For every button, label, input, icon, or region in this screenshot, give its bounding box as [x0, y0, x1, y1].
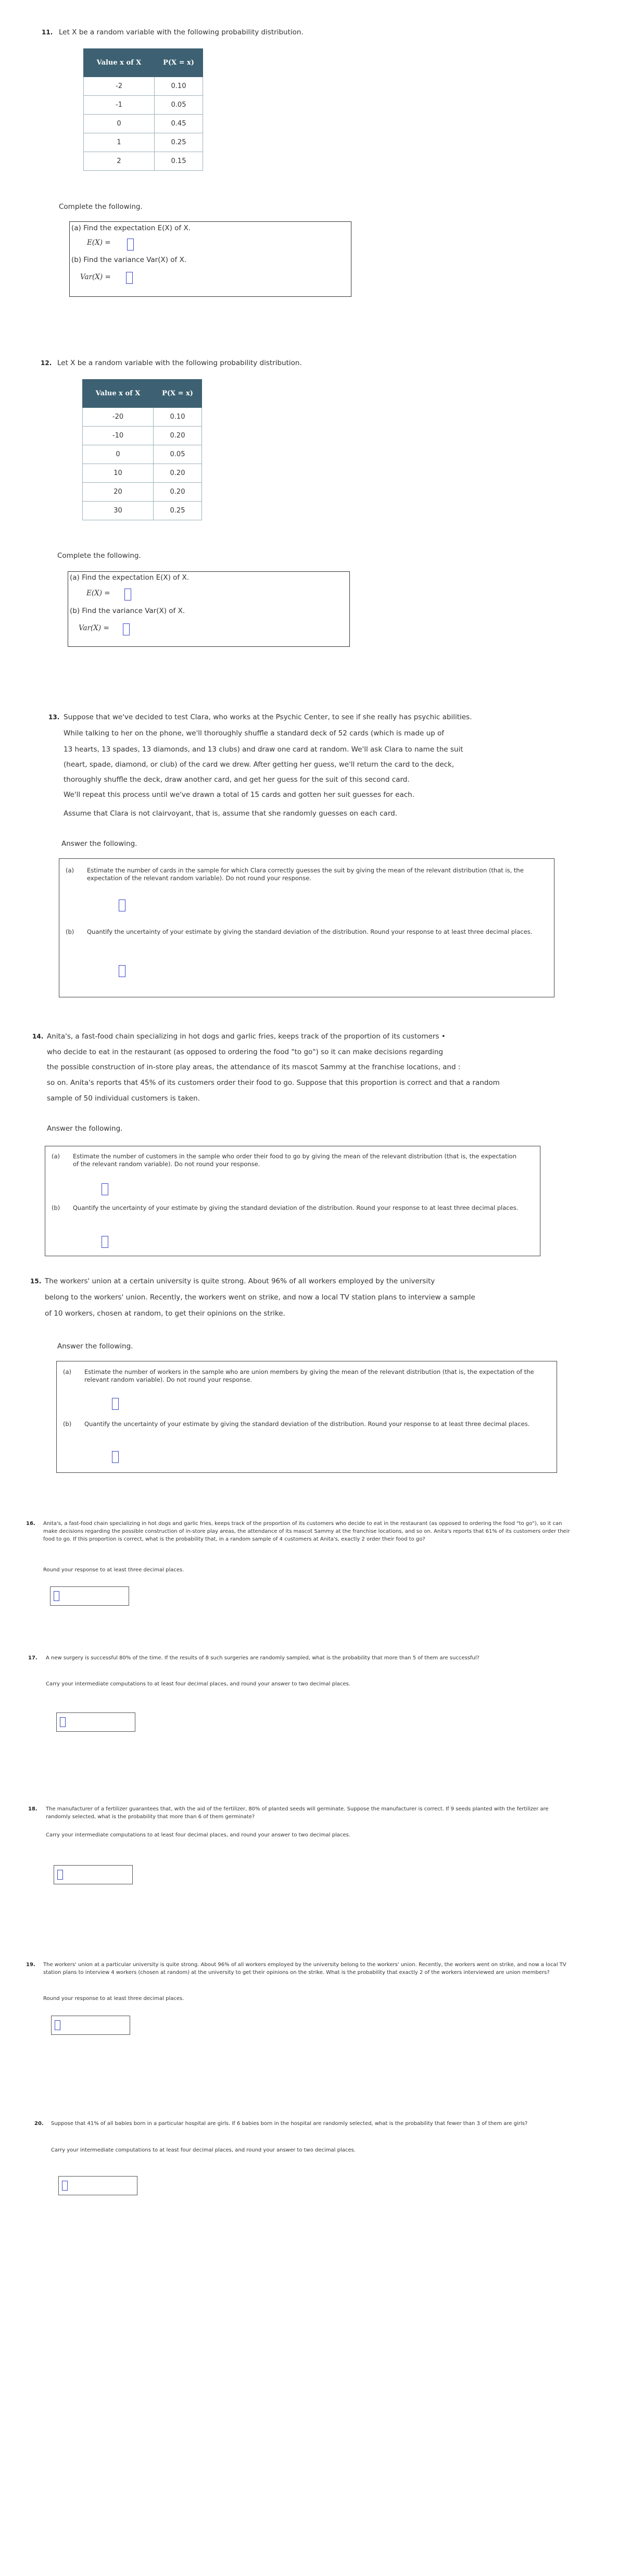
table-row	[83, 445, 202, 464]
q14-mean-input[interactable]	[102, 1183, 108, 1195]
table-cell: 1	[84, 133, 155, 152]
q13-line-6: We'll repeat this process until we've drawn a total of 15 cards and gotten her suit guesses for each.	[64, 791, 414, 799]
q11-var-label: Var(X) =	[80, 273, 111, 281]
q17-round: Carry your intermediate computations to at least four decimal places, and round your answer to two decimal places.	[46, 1681, 350, 1687]
q11-part-b: (b) Find the variance Var(X) of X.	[71, 256, 187, 264]
q20-number: 20.	[34, 2121, 44, 2127]
q14-line-5: sample of 50 individual customers is taken.	[47, 1094, 200, 1103]
q13-line-2: While talking to her on the phone, we'll thoroughly shuffle a standard deck of 52 cards (which is made up of	[64, 729, 445, 737]
q12-expectation-input[interactable]	[124, 589, 131, 601]
table-cell: 0.15	[155, 152, 203, 171]
table-cell: 30	[83, 502, 154, 520]
q15-line-2: belong to the workers' union. Recently, the workers went on strike, and now a local TV station plans to interview a sample	[45, 1293, 475, 1302]
q15-part-a: Estimate the number of workers in the sample who are union members by giving the mean of the relevant distribution (that is, the expectation of the relevant random variable). Do not round your response.	[84, 1368, 534, 1383]
q16-text: Anita's, a fast-food chain specializing in hot dogs and garlic fries, keeps track of the proportion of its customers who decide to eat in the restaurant (as opposed to ordering the food "to go"), so it can make decisions regarding the possible construction of in-store play areas, the attendance of its mascot Sammy at the franchise locations, and so on. Anita's reports that 61% of its customers order their food to go. If this proportion is correct, what is the probability that, in a random sample of 4 customers at Anita's, exactly 2 order their food to go?	[43, 1521, 570, 1542]
q13-answer: Answer the following.	[61, 840, 137, 848]
q15-part-a-label: (a)	[63, 1368, 72, 1375]
table-cell: 0.05	[155, 96, 203, 115]
q12-variance-input[interactable]	[123, 623, 130, 635]
q18-answer-input[interactable]	[54, 1865, 133, 1884]
q14-sd-input[interactable]	[102, 1236, 108, 1248]
q13-line-4: (heart, spade, diamond, or club) of the card we drew. After getting her guess, we'll return the card to the deck,	[64, 760, 455, 769]
q18-round: Carry your intermediate computations to at least four decimal places, and round your answer to two decimal places.	[46, 1832, 350, 1838]
q19-number: 19.	[26, 1962, 35, 1968]
q14-line-1: Anita's, a fast-food chain specializing in hot dogs and garlic fries, keeps track of the proportion of its customers •	[47, 1032, 446, 1041]
text-cursor	[55, 2020, 60, 2030]
q12-ex-label: E(X) =	[86, 589, 110, 597]
text-cursor	[62, 2181, 68, 2191]
q15-number: 15.	[30, 1278, 42, 1285]
q11-expectation-input[interactable]	[127, 239, 134, 251]
q19-text: The workers' union at a particular university is quite strong. About 96% of all workers employed by the university belong to the workers' union. Recently, the workers went on strike, and now a local TV station plans to interview 4 workers (chosen at random) at the university to get their opinions on the strike. What is the probability that exactly 2 of the workers interviewed are union members?	[43, 1962, 566, 1975]
table-row	[83, 502, 202, 520]
q11-header-prob: P(X = x)	[155, 49, 203, 77]
table-cell: 0.10	[154, 408, 202, 427]
table-cell: 0.20	[154, 483, 202, 502]
q14-part-a: Estimate the number of customers in the sample who order their food to go by giving the mean of the relevant distribution (that is, the expectation of the relevant random variable). Do not round your response.	[73, 1153, 516, 1168]
q11-variance-input[interactable]	[126, 272, 133, 284]
table-row	[83, 483, 202, 502]
q17-answer-input[interactable]	[56, 1712, 135, 1732]
table-row	[83, 408, 202, 427]
q12-header-prob: P(X = x)	[154, 380, 202, 408]
table-cell: 20	[83, 483, 154, 502]
q20-answer-input[interactable]	[58, 2176, 137, 2195]
q20-text: Suppose that 41% of all babies born in a particular hospital are girls. If 6 babies born in the hospital are randomly selected, what is the probability that fewer than 3 of them are girls?	[51, 2121, 528, 2127]
table-cell: -1	[84, 96, 155, 115]
q11-answer-box	[69, 221, 351, 297]
q17-number: 17.	[28, 1655, 37, 1661]
table-cell: 0.20	[154, 464, 202, 483]
q12-var-label: Var(X) =	[79, 624, 109, 632]
q15-part-b-label: (b)	[63, 1420, 72, 1428]
table-cell: 2	[84, 152, 155, 171]
q11-ex-label: E(X) =	[87, 239, 111, 247]
text-cursor	[60, 1717, 66, 1727]
q13-part-a: Estimate the number of cards in the sample for which Clara correctly guesses the suit by giving the mean of the relevant distribution (that is, the expectation of the relevant random variable). Do not round your response.	[87, 867, 524, 882]
q13-part-a-label: (a)	[66, 867, 74, 874]
table-cell: 0.45	[155, 115, 203, 133]
q17-text: A new surgery is successful 80% of the time. If the results of 8 such surgeries are randomly sampled, what is the probability that more than 5 of them are successful?	[46, 1655, 480, 1661]
text-cursor	[57, 1870, 63, 1880]
q15-mean-input[interactable]	[112, 1398, 119, 1410]
table-cell: 0	[83, 445, 154, 464]
q13-line-5: thoroughly shuffle the deck, draw another card, and get her guess for the suit of this second card.	[64, 776, 410, 784]
q14-answer-box	[45, 1146, 540, 1256]
table-row	[83, 464, 202, 483]
table-cell: 10	[83, 464, 154, 483]
q14-line-2: who decide to eat in the restaurant (as opposed to ordering the food "to go") so it can make decisions regarding	[47, 1048, 444, 1056]
q13-line-3: 13 hearts, 13 spades, 13 diamonds, and 13 clubs) and draw one card at random. We'll ask Clara to name the suit	[64, 745, 463, 754]
q19-answer-input[interactable]	[51, 2016, 130, 2035]
q18-number: 18.	[28, 1806, 37, 1812]
q11-number: 11.	[42, 29, 53, 36]
table-row	[83, 427, 202, 445]
q18-text: The manufacturer of a fertilizer guarantees that, with the aid of the fertilizer, 80% of planted seeds will germinate. Suppose the manufacturer is correct. If 9 seeds planted with the fertilizer are randomly selected, what is the probability that more than 6 of them germinate?	[46, 1806, 549, 1820]
q11-distribution-table	[83, 48, 203, 171]
q14-answer: Answer the following.	[47, 1124, 123, 1133]
q11-part-a: (a) Find the expectation E(X) of X.	[71, 224, 191, 232]
table-cell: -10	[83, 427, 154, 445]
q14-number: 14.	[32, 1033, 44, 1040]
q16-number: 16.	[26, 1521, 35, 1527]
q12-distribution-table	[82, 379, 202, 520]
table-row	[84, 133, 203, 152]
q12-part-a: (a) Find the expectation E(X) of X.	[70, 573, 190, 582]
q12-complete: Complete the following.	[57, 552, 141, 560]
table-row	[84, 77, 203, 96]
q14-line-3: the possible construction of in-store play areas, the attendance of its mascot Sammy at the franchise locations, and :	[47, 1063, 461, 1071]
table-cell: 0.05	[154, 445, 202, 464]
q13-line-1: Suppose that we've decided to test Clara, who works at the Psychic Center, to see if she really has psychic abilities.	[64, 713, 472, 721]
q13-part-b-label: (b)	[66, 928, 74, 935]
table-row	[84, 115, 203, 133]
q15-sd-input[interactable]	[112, 1451, 119, 1463]
q19-round: Round your response to at least three decimal places.	[43, 1996, 184, 2002]
table-cell: 0.10	[155, 77, 203, 96]
table-row	[84, 152, 203, 171]
q14-line-4: so on. Anita's reports that 45% of its customers order their food to go. Suppose that this proportion is correct and that a random	[47, 1079, 500, 1087]
q15-answer-box	[56, 1361, 557, 1473]
q13-number: 13.	[48, 714, 60, 721]
q15-line-1: The workers' union at a certain university is quite strong. About 96% of all workers employed by the university	[45, 1277, 435, 1285]
q13-part-b: Quantify the uncertainty of your estimate by giving the standard deviation of the distribution. Round your response to at least three decimal places.	[87, 928, 533, 935]
q14-part-b-label: (b)	[52, 1204, 60, 1211]
q16-answer-input[interactable]	[50, 1586, 129, 1606]
q13-mean-input[interactable]	[119, 899, 125, 911]
q15-answer: Answer the following.	[57, 1342, 133, 1350]
table-cell: -20	[83, 408, 154, 427]
q11-header-value: Value x of X	[84, 49, 155, 77]
q14-part-b: Quantify the uncertainty of your estimate by giving the standard deviation of the distribution. Round your response to at least three decimal places.	[73, 1204, 519, 1211]
q13-answer-box	[59, 858, 554, 997]
q14-part-a-label: (a)	[52, 1153, 60, 1160]
q12-answer-box	[68, 571, 350, 647]
q12-part-b: (b) Find the variance Var(X) of X.	[70, 607, 185, 615]
q12-number: 12.	[41, 359, 52, 367]
q16-round: Round your response to at least three decimal places.	[43, 1567, 184, 1573]
table-row	[84, 96, 203, 115]
table-cell: 0	[84, 115, 155, 133]
q13-line-7: Assume that Clara is not clairvoyant, that is, assume that she randomly guesses on each card.	[64, 809, 397, 818]
q15-part-b: Quantify the uncertainty of your estimate by giving the standard deviation of the distribution. Round your response to at least three decimal places.	[84, 1420, 530, 1428]
q12-intro: Let X be a random variable with the following probability distribution.	[57, 359, 302, 367]
table-cell: 0.25	[155, 133, 203, 152]
q13-sd-input[interactable]	[119, 965, 125, 977]
q11-intro: Let X be a random variable with the following probability distribution.	[59, 28, 304, 36]
table-cell: 0.25	[154, 502, 202, 520]
q15-line-3: of 10 workers, chosen at random, to get their opinions on the strike.	[45, 1309, 285, 1318]
q20-round: Carry your intermediate computations to at least four decimal places, and round your answer to two decimal places.	[51, 2147, 356, 2153]
table-cell: 0.20	[154, 427, 202, 445]
q11-complete: Complete the following.	[59, 203, 143, 211]
q12-header-value: Value x of X	[83, 380, 154, 408]
table-cell: -2	[84, 77, 155, 96]
text-cursor	[54, 1591, 59, 1601]
